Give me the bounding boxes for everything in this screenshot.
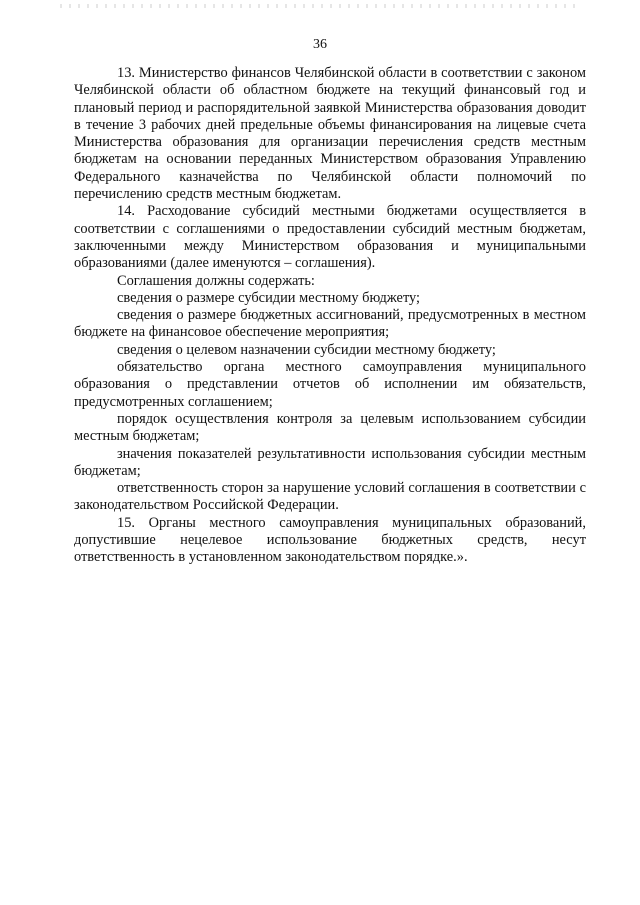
document-body: [74, 65, 586, 567]
agreement-item-control-procedure: порядок осуществления контроля за целевым использованием субсидии местным бюджетам;: [74, 410, 586, 445]
agreement-item-subsidy-size: сведения о размере субсидии местному бюджету;: [117, 289, 421, 306]
agreement-item-liability: ответственность сторон за нарушение условий соглашения в соответствии с законодательством Российской Федерации.: [74, 480, 586, 514]
paragraph-14: 14. Расходование субсидий местными бюджетами осуществляется в соответствии с соглашениями о предоставлении субсидий местным бюджетам, заключенными между Министерством образования и муниципальными образованиями (далее именуются – соглашения).: [74, 203, 586, 272]
agreement-item-reporting-obligation: обязательство органа местного самоуправления муниципального образования о представлении отчетов об исполнении им обязательств, предусмотренных соглашением;: [74, 359, 586, 410]
page-number: 36: [313, 37, 327, 52]
agreement-item-performance-indicators: значения показателей результативности использования субсидии местным бюджетам;: [74, 445, 586, 479]
agreements-intro: Соглашения должны содержать:: [117, 272, 315, 289]
paragraph-13: 13. Министерство финансов Челябинской области в соответствии с законом Челябинской области об областном бюджете на текущий финансовый год и плановый период и распорядительной заявкой Министерства образования доводит в течение 3 рабочих дней предельные объемы финансирования на лицевые счета Министерства образования для организации перечисления средств местным бюджетам на основании переданных Министерством образования Управлению Федерального казначейства по Челябинской области полномочий по перечислению средств местным бюджетам.: [74, 65, 586, 203]
scan-artifact-strip: [60, 4, 580, 8]
agreement-item-purpose: сведения о целевом назначении субсидии местному бюджету;: [117, 341, 496, 358]
paragraph-15: 15. Органы местного самоуправления муниципальных образований, допустившие нецелевое использование бюджетных средств, несут ответственность в установленном законодательством порядке.».: [74, 514, 586, 566]
agreement-item-budget-allocations: сведения о размере бюджетных ассигнований, предусмотренных в местном бюджете на финансовое обеспечение мероприятия;: [74, 307, 586, 341]
